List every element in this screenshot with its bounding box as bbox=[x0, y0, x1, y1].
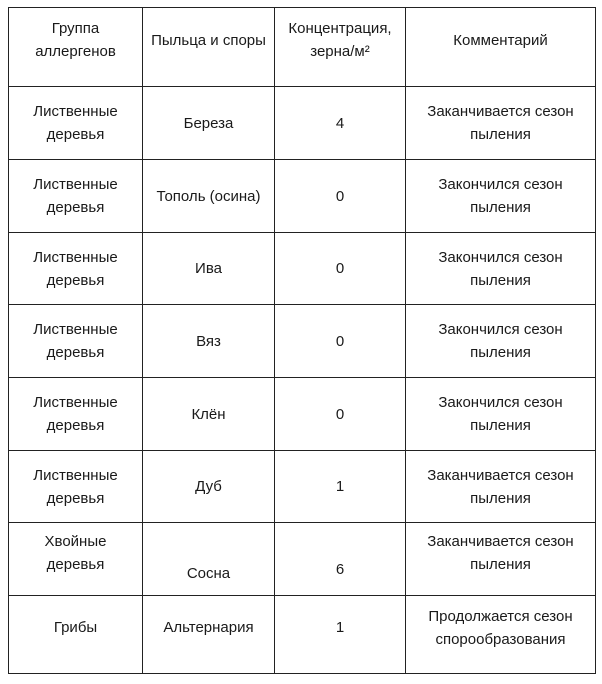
cell-pollen-text: Альтернария bbox=[163, 619, 254, 636]
cell-pollen bbox=[143, 523, 275, 596]
table-header-row bbox=[9, 8, 596, 87]
cell-group bbox=[9, 523, 143, 596]
header-concentration bbox=[275, 8, 406, 87]
cell-group: Лиственные деревья bbox=[9, 305, 143, 378]
header-comment-label: Комментарий bbox=[453, 31, 548, 49]
pollen-table-container bbox=[8, 7, 596, 674]
cell-concentration: 4 bbox=[275, 87, 406, 160]
cell-pollen: Береза bbox=[143, 87, 275, 160]
cell-group-text: Хвойные деревья bbox=[44, 533, 107, 573]
table-row bbox=[9, 596, 596, 674]
cell-pollen: Вяз bbox=[143, 305, 275, 378]
cell-comment: Закончился сезон пыления bbox=[406, 160, 596, 233]
table-row bbox=[9, 160, 596, 233]
header-comment bbox=[406, 8, 596, 87]
cell-comment: Закончился сезон пыления bbox=[406, 233, 596, 305]
table-row bbox=[9, 233, 596, 305]
cell-concentration-text: 6 bbox=[335, 560, 345, 578]
header-group bbox=[9, 8, 143, 87]
cell-group: Лиственные деревья bbox=[9, 160, 143, 233]
header-concentration-label: Концентрация, зерна/м² bbox=[288, 20, 392, 60]
cell-comment bbox=[406, 596, 596, 674]
cell-concentration: 0 bbox=[275, 233, 406, 305]
header-pollen bbox=[143, 8, 275, 87]
cell-comment-text: Заканчивается сезон пыления bbox=[427, 533, 574, 573]
cell-pollen: Клён bbox=[143, 378, 275, 451]
cell-concentration-text: 1 bbox=[335, 619, 345, 636]
cell-concentration bbox=[275, 596, 406, 674]
table-row bbox=[9, 87, 596, 160]
cell-comment: Заканчивается сезон пыления bbox=[406, 451, 596, 523]
table-row bbox=[9, 451, 596, 523]
cell-comment: Закончился сезон пыления bbox=[406, 305, 596, 378]
cell-group: Лиственные деревья bbox=[9, 233, 143, 305]
pollen-table bbox=[8, 7, 596, 674]
cell-group-text: Грибы bbox=[53, 619, 98, 636]
cell-concentration bbox=[275, 523, 406, 596]
cell-pollen bbox=[143, 596, 275, 674]
cell-pollen: Дуб bbox=[143, 451, 275, 523]
cell-comment bbox=[406, 523, 596, 596]
cell-concentration: 1 bbox=[275, 451, 406, 523]
cell-comment: Заканчивается сезон пыления bbox=[406, 87, 596, 160]
cell-comment: Закончился сезон пыления bbox=[406, 378, 596, 451]
cell-comment-text: Продолжается сезон спорообразования bbox=[428, 607, 573, 648]
header-group-label: Группа аллергенов bbox=[35, 20, 116, 60]
header-pollen-label: Пыльца и споры bbox=[151, 31, 266, 49]
cell-pollen: Тополь (осина) bbox=[143, 160, 275, 233]
cell-pollen-text: Сосна bbox=[186, 564, 231, 582]
cell-group bbox=[9, 596, 143, 674]
cell-group: Лиственные деревья bbox=[9, 451, 143, 523]
cell-concentration: 0 bbox=[275, 160, 406, 233]
cell-group: Лиственные деревья bbox=[9, 87, 143, 160]
table-row bbox=[9, 378, 596, 451]
cell-concentration: 0 bbox=[275, 378, 406, 451]
cell-pollen: Ива bbox=[143, 233, 275, 305]
cell-group: Лиственные деревья bbox=[9, 378, 143, 451]
cell-concentration: 0 bbox=[275, 305, 406, 378]
table-row bbox=[9, 305, 596, 378]
table-row bbox=[9, 523, 596, 596]
